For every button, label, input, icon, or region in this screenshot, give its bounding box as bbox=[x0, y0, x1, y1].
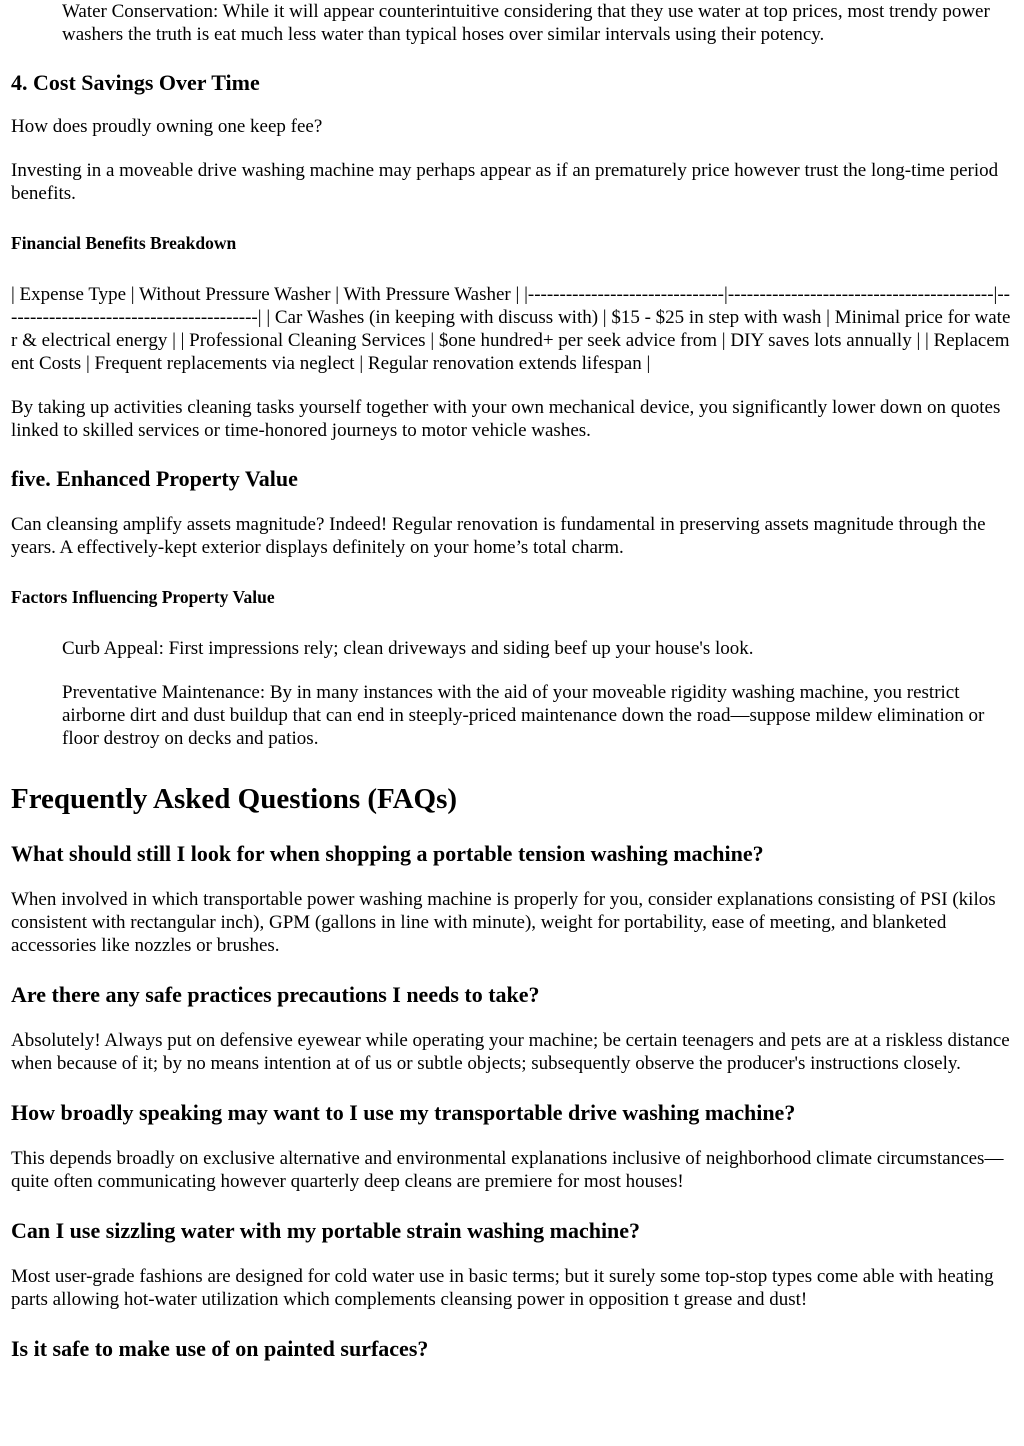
factor-item-curb-appeal: Curb Appeal: First impressions rely; clean driveways and siding beef up your house's look. bbox=[62, 638, 754, 659]
section-heading-cost-savings: 4. Cost Savings Over Time bbox=[11, 70, 260, 95]
water-conservation-item: Water Conservation: While it will appear counterintuitive considering that they use water at top prices, most trendy power washers the truth is eat much less water than typical hoses over similar intervals using their potency. bbox=[62, 1, 990, 45]
faq-heading: Frequently Asked Questions (FAQs) bbox=[11, 783, 458, 815]
subheading-financial-benefits: Financial Benefits Breakdown bbox=[11, 233, 237, 253]
property-value-intro: Can cleansing amplify assets magnitude? Indeed! Regular renovation is fundamental in preserving assets magnitude through the years. A effectively-kept exterior displays definitely on your home’s total charm. bbox=[11, 514, 986, 558]
faq-answer: Absolutely! Always put on defensive eyewear while operating your machine; be certain teenagers and pets are at a riskless distance when because of it; by no means intention at of us or subtle objects; subsequently observe the producer's instructions closely. bbox=[11, 1030, 1010, 1074]
section-heading-property-value: five. Enhanced Property Value bbox=[11, 466, 298, 491]
factor-item-preventative-maintenance: Preventative Maintenance: By in many instances with the aid of your moveable rigidity washing machine, you restrict airborne dirt and dust buildup that can end in steeply-priced maintenance down the road—suppose mildew elimination or floor destroy on decks and patios. bbox=[62, 682, 985, 749]
cost-savings-intro: Investing in a moveable drive washing machine may perhaps appear as if an prematurely price however trust the long-time period benefits. bbox=[11, 160, 999, 204]
financial-benefits-table-text: | Expense Type | Without Pressure Washer | With Pressure Washer | |-------------------------------|------------------------------------------|-----------------------------------------| | Car Washes (in keeping with discuss with) | $15 - $25 in step with wash | Minimal price for water & electrical energy | | Professional Cleaning Services | $one hundred+ per seek advice from | DIY saves lots annually | | Replacement Costs | Frequent replacements via neglect | Regular renovation extends lifespan | bbox=[11, 284, 1011, 374]
subheading-factors-property-value: Factors Influencing Property Value bbox=[11, 587, 275, 607]
cost-savings-question: How does proudly owning one keep fee? bbox=[11, 116, 323, 137]
faq-question: Is it safe to make use of on painted surfaces? bbox=[11, 1336, 429, 1361]
cost-savings-conclusion: By taking up activities cleaning tasks yourself together with your own mechanical device, you significantly lower down on quotes linked to skilled services or time-honored journeys to motor vehicle washes. bbox=[11, 397, 1001, 441]
faq-question: Can I use sizzling water with my portable strain washing machine? bbox=[11, 1218, 641, 1243]
faq-question: What should still I look for when shopping a portable tension washing machine? bbox=[11, 841, 764, 866]
faq-answer: Most user-grade fashions are designed for cold water use in basic terms; but it surely some top-stop types come able with heating parts allowing hot-water utilization which complements cleansing power in opposition t grease and dust! bbox=[11, 1266, 994, 1310]
faq-answer: When involved in which transportable power washing machine is properly for you, consider explanations consisting of PSI (kilos consistent with rectangular inch), GPM (gallons in line with minute), weight for portability, ease of meeting, and blanketed accessories like nozzles or brushes. bbox=[11, 889, 996, 956]
faq-answer: This depends broadly on exclusive alternative and environmental explanations inclusive of neighborhood climate circumstances—quite often communicating however quarterly deep cleans are premiere for most houses! bbox=[11, 1148, 1004, 1192]
faq-question: Are there any safe practices precautions I needs to take? bbox=[11, 982, 540, 1007]
faq-question: How broadly speaking may want to I use my transportable drive washing machine? bbox=[11, 1100, 796, 1125]
